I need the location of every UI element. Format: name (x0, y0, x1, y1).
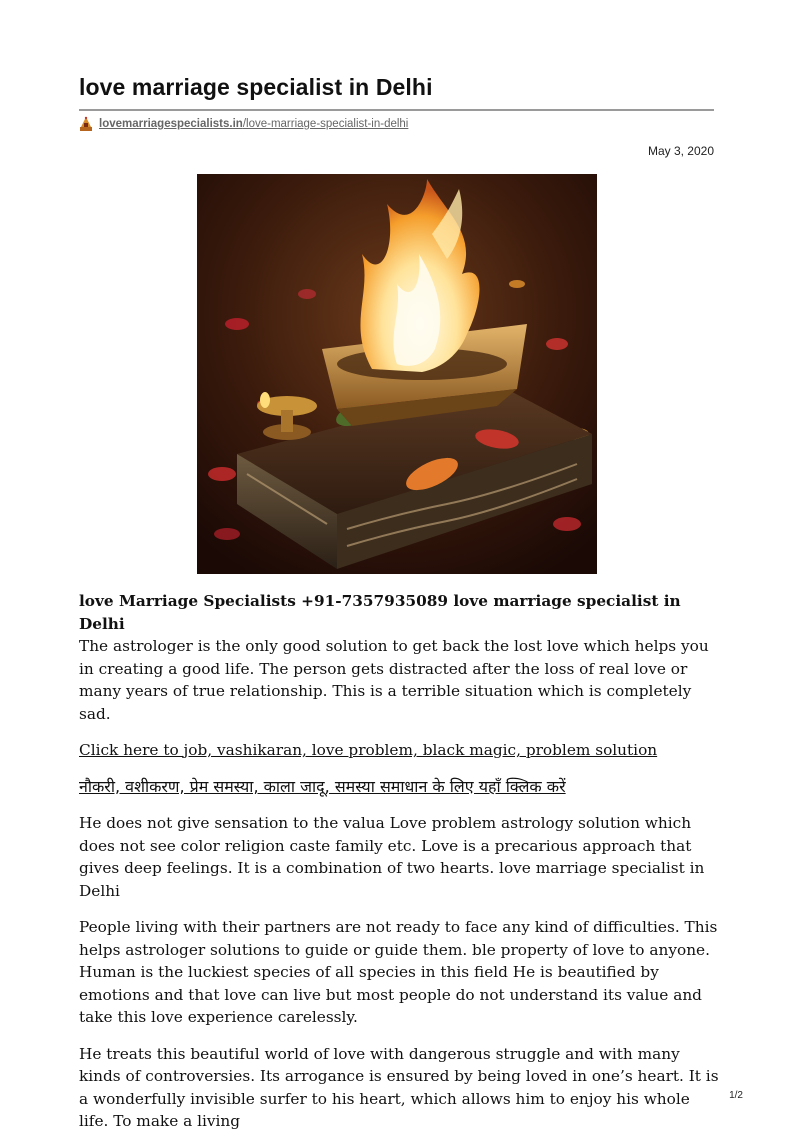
site-temple-icon (79, 116, 93, 132)
page-title: love marriage specialist in Delhi (79, 74, 433, 100)
page-number: 1/2 (729, 1090, 743, 1101)
click-here-line (79, 739, 719, 762)
hindi-services-link[interactable]: नौकरी, वशीकरण, प्रेम समस्या, काला जादू, समस्या समाधान के लिए यहाँ क्लिक करें (79, 776, 566, 796)
source-link[interactable]: lovemarriagespecialists.in/love-marriage-specialist-in-delhi (99, 118, 409, 130)
article-body (79, 590, 719, 1147)
article-intro: The astrologer is the only good solution to get back the lost love which helps you in creating a good life. The person gets distracted after the loss of real love or many years of true relationship. This is a terrible situation which is completely sad. (79, 637, 709, 723)
hindi-link-line (79, 776, 719, 799)
title-divider (79, 109, 714, 111)
paragraph: He does not give sensation to the valua Love problem astrology solution which does not see color religion caste family etc. Love is a precarious approach that gives deep feelings. It is a combination of two hearts. love marriage specialist in Delhi (79, 814, 705, 900)
services-link[interactable]: job, vashikaran, love problem, black magic, problem solution (183, 741, 658, 759)
click-here-prefix-link[interactable]: Click here to (79, 741, 184, 759)
paragraph: He treats this beautiful world of love with dangerous struggle and with many kinds of controversies. Its arrogance is ensured by being loved in one’s heart. It is a wonderfully invisible surfer to his heart, which allows him to enjoy his whole life. To make a living (79, 1044, 719, 1130)
article-heading: love Marriage Specialists +91-7357935089 love marriage specialist in Delhi (79, 592, 681, 633)
fire-ritual-image (197, 174, 597, 574)
paragraph: People living with their partners are not ready to face any kind of difficulties. This helps astrologer solutions to guide or guide them. ble property of love to anyone. Human is the luckiest species of all species in this field He is beautified by emotions and that love can live but most people do not understand its value and take this love experience carelessly. (79, 918, 718, 1026)
post-date: May 3, 2020 (647, 144, 714, 158)
source-line (79, 116, 408, 132)
